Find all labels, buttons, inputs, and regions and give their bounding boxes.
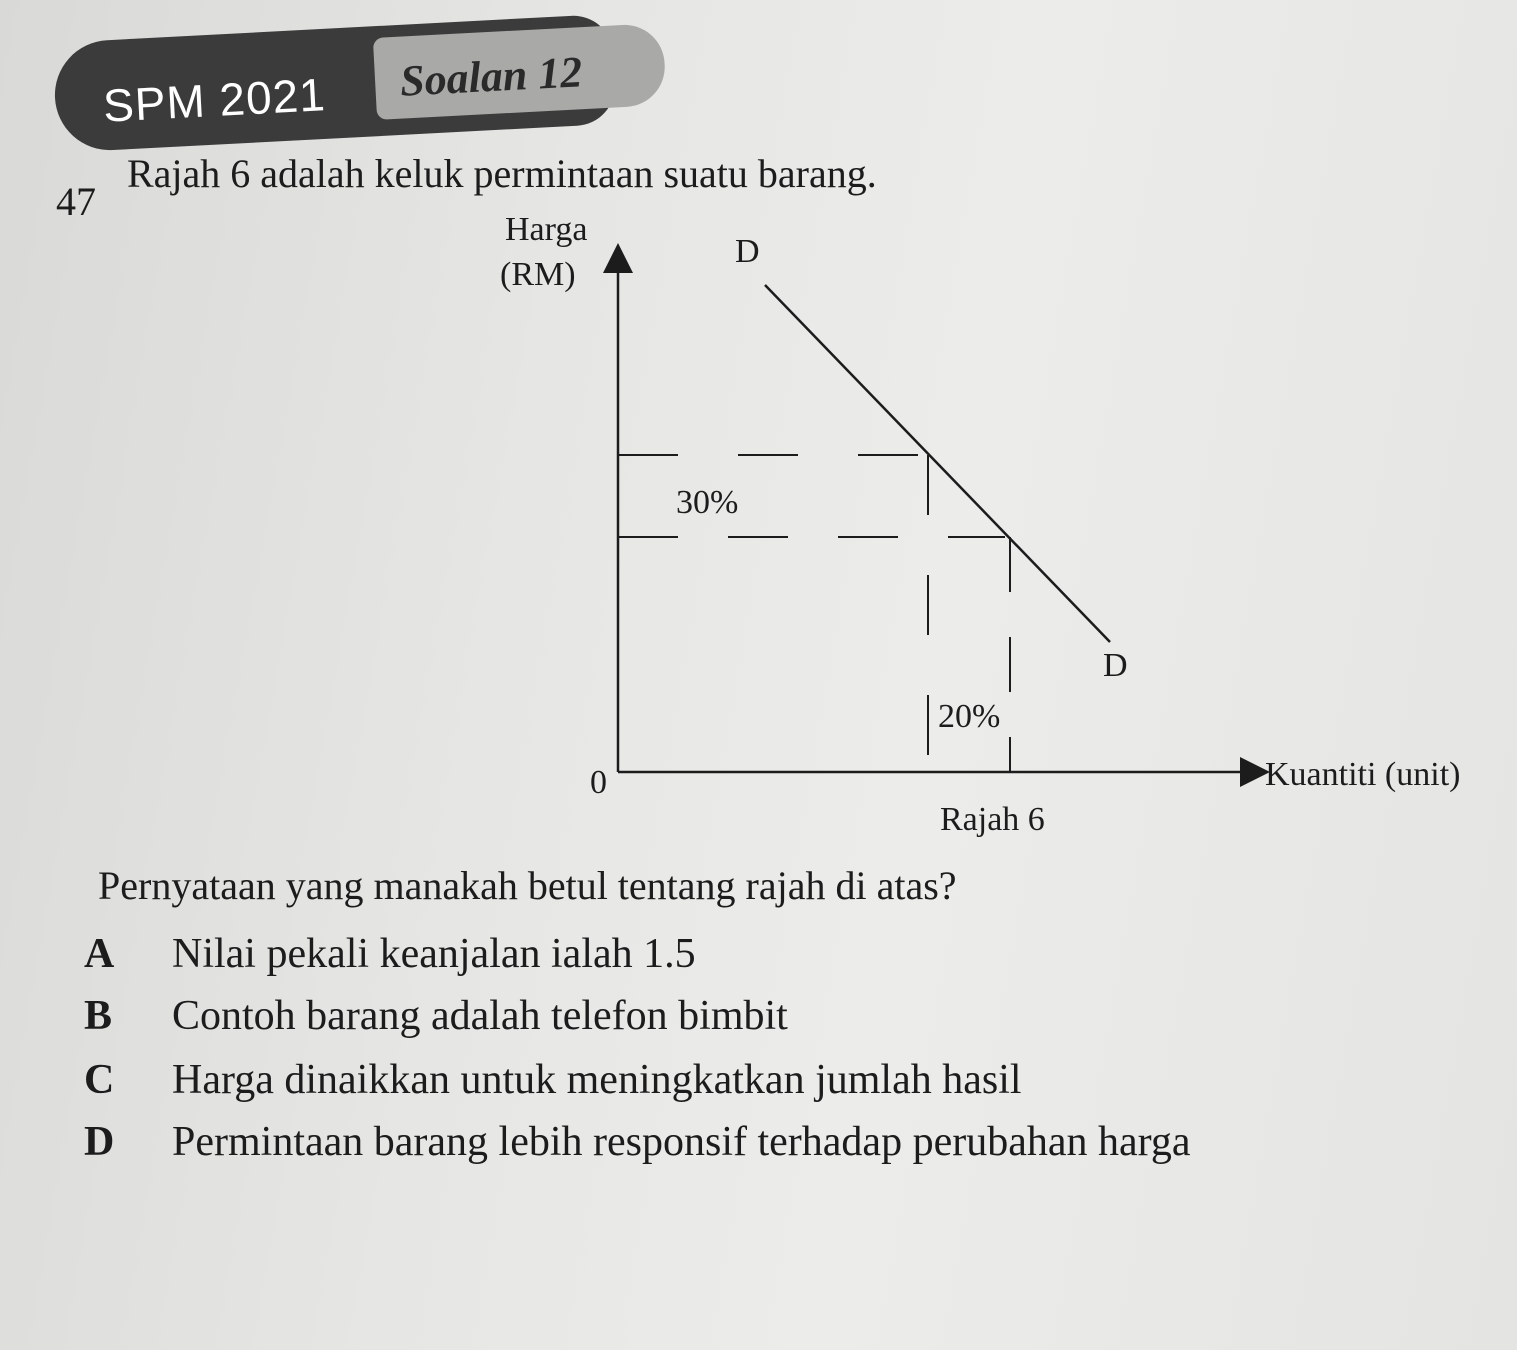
option-c-text: Harga dinaikkan untuk meningkatkan jumlah hasil — [172, 1057, 1022, 1103]
question-number: 47 — [56, 179, 96, 224]
option-b-letter: B — [84, 993, 113, 1039]
option-d[interactable] — [84, 1118, 1191, 1166]
question-stem: Rajah 6 adalah keluk permintaan suatu barang. — [127, 151, 877, 196]
option-c-letter: C — [84, 1057, 115, 1103]
banner-soalan: Soalan 12 — [398, 47, 584, 106]
option-c[interactable] — [84, 1056, 1022, 1104]
option-d-letter: D — [84, 1119, 115, 1165]
y-axis-label-rm: (RM) — [500, 256, 576, 293]
option-b[interactable] — [84, 992, 788, 1040]
demand-label-top: D — [735, 233, 760, 270]
option-b-text: Contoh barang adalah telefon bimbit — [172, 993, 788, 1039]
option-a-letter: A — [84, 931, 115, 977]
quantity-change-label: 20% — [938, 698, 1001, 735]
origin-label: 0 — [590, 764, 607, 801]
option-d-text: Permintaan barang lebih responsif terhadap perubahan harga — [172, 1119, 1191, 1165]
demand-label-bottom: D — [1103, 647, 1128, 684]
question-prompt: Pernyataan yang manakah betul tentang rajah di atas? — [98, 863, 957, 908]
option-a-text: Nilai pekali keanjalan ialah 1.5 — [172, 931, 696, 977]
banner-year: SPM 2021 — [101, 68, 328, 132]
demand-curve-line — [765, 285, 1110, 642]
price-change-label: 30% — [676, 484, 739, 521]
figure-caption: Rajah 6 — [940, 801, 1045, 838]
x-axis-label: Kuantiti (unit) — [1265, 756, 1461, 793]
y-axis-label-harga: Harga — [505, 211, 588, 248]
option-a[interactable] — [84, 930, 696, 978]
